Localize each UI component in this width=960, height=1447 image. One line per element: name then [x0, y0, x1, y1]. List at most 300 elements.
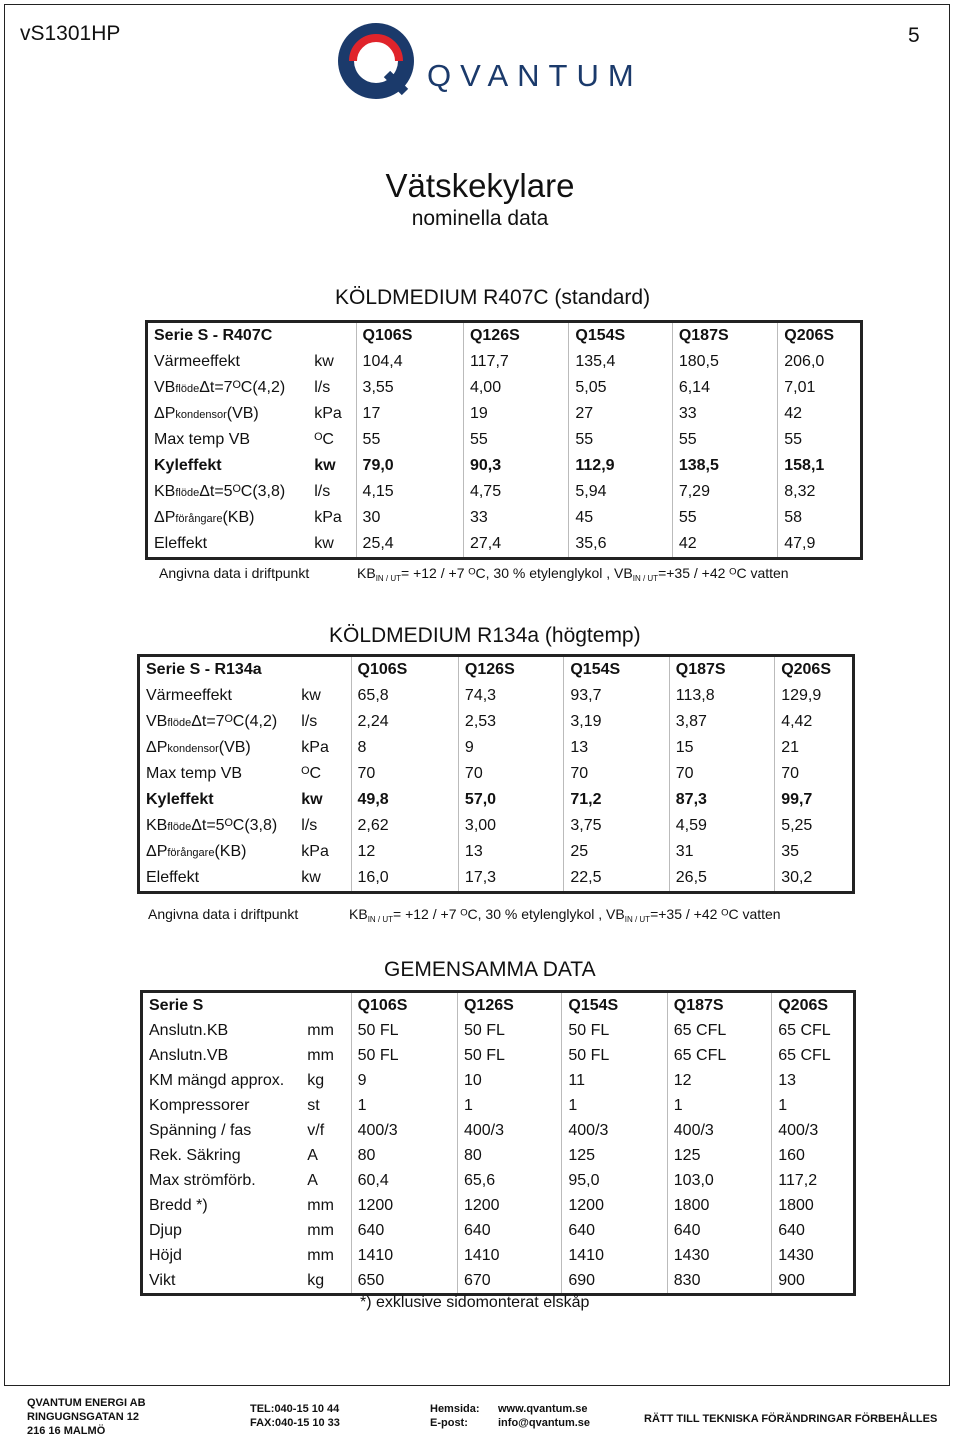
- table-cell: 8: [351, 735, 458, 761]
- table-row: [142, 1068, 855, 1093]
- table-cell: 50 FL: [351, 1018, 457, 1043]
- column-header: Q187S: [669, 656, 774, 684]
- r407c-note-label: Angivna data i driftpunkt: [159, 565, 310, 581]
- row-label-main: ΔP: [154, 509, 176, 526]
- table-cell: 640: [772, 1218, 855, 1243]
- row-label: [147, 375, 309, 401]
- table-cell: 47,9: [778, 531, 862, 559]
- row-unit: kPa: [301, 739, 329, 756]
- table-cell: 900: [772, 1268, 855, 1295]
- table-cell: 4,15: [356, 479, 463, 505]
- table-row: [139, 813, 854, 839]
- table-cell: 33: [463, 505, 568, 531]
- table-cell: 1: [772, 1093, 855, 1118]
- table-cell: 26,5: [669, 865, 774, 893]
- row-label: [139, 683, 296, 709]
- table-cell: 13: [772, 1068, 855, 1093]
- table-cell: 90,3: [463, 453, 568, 479]
- footer-city: 216 16 MALMÖ: [27, 1425, 106, 1437]
- row-label-rest: Δt=7ᴼC(4,2): [191, 713, 278, 730]
- row-label-main: KB: [146, 817, 168, 834]
- table-cell: 125: [667, 1143, 771, 1168]
- table-cell: 50 FL: [351, 1043, 457, 1068]
- footer-email-label: E-post:: [430, 1417, 468, 1429]
- row-label-main: Max temp VB: [146, 765, 243, 782]
- row-label-sub: flöde: [175, 383, 200, 395]
- column-header: [295, 656, 351, 684]
- table-cell: 640: [351, 1218, 457, 1243]
- row-unit: mm: [307, 1246, 334, 1264]
- row-label-sub: flöde: [167, 717, 192, 729]
- table-cell: 55: [356, 427, 463, 453]
- table-cell: 55: [463, 427, 568, 453]
- table-cell: 49,8: [351, 787, 458, 813]
- row-label-sub: kondensor: [175, 409, 227, 421]
- table-cell: 10: [457, 1068, 561, 1093]
- page-title: Vätskekylare: [385, 167, 575, 204]
- column-header: Serie S - R407C: [154, 327, 273, 344]
- column-header: Serie S - R134a: [146, 661, 262, 678]
- table-header-row: [139, 656, 854, 684]
- row-label-rest: Δt=7ᴼC(4,2): [199, 379, 286, 396]
- footer-address: [27, 1396, 146, 1438]
- row-label-main: KM mängd approx.: [149, 1071, 285, 1089]
- common-table: [140, 990, 856, 1296]
- r134a-heading: KÖLDMEDIUM R134a (högtemp): [329, 624, 641, 647]
- table-row: [142, 1118, 855, 1143]
- row-unit: mm: [307, 1196, 334, 1214]
- table-row: [139, 735, 854, 761]
- table-cell: 17,3: [458, 865, 563, 893]
- row-unit: A: [307, 1146, 318, 1164]
- table-cell: 400/3: [562, 1118, 667, 1143]
- table-row: [147, 479, 862, 505]
- column-header: Q154S: [569, 322, 672, 350]
- table-cell: 1410: [351, 1243, 457, 1268]
- table-cell: 400/3: [351, 1118, 457, 1143]
- table-cell: 4,00: [463, 375, 568, 401]
- r134a-note: $KB_{IN / UT}= +12 / +7$ ᴼC, 30 % etylenglykol , $VB_{IN / UT}=+35 / +42$ ᴼC vatten: [349, 906, 781, 924]
- table-cell: 1800: [772, 1193, 855, 1218]
- table-cell: 55: [672, 427, 777, 453]
- table-cell: 30: [356, 505, 463, 531]
- table-row: [147, 427, 862, 453]
- row-label: [139, 787, 296, 813]
- table-row: [147, 505, 862, 531]
- row-unit: mm: [307, 1221, 334, 1239]
- table-row: [142, 1193, 855, 1218]
- row-unit: st: [307, 1096, 320, 1114]
- table-row: [147, 531, 862, 559]
- footer-disclaimer: RÄTT TILL TEKNISKA FÖRÄNDRINGAR FÖRBEHÅLLES: [644, 1413, 938, 1425]
- table-cell: 12: [351, 839, 458, 865]
- row-label: [147, 479, 309, 505]
- row-label-main: KB: [154, 483, 176, 500]
- table-cell: 80: [457, 1143, 561, 1168]
- row-label-main: Kyleffekt: [154, 457, 222, 474]
- logo-wordmark: QVANTUM: [427, 58, 643, 93]
- table-cell: 640: [667, 1218, 771, 1243]
- column-header: Serie S: [149, 996, 204, 1014]
- column-header: Q187S: [672, 322, 777, 350]
- table-cell: 3,00: [458, 813, 563, 839]
- row-label: [142, 1068, 302, 1093]
- table-cell: 50 FL: [562, 1043, 667, 1068]
- table-cell: 65 CFL: [667, 1043, 771, 1068]
- table-cell: 35: [775, 839, 854, 865]
- table-cell: 50 FL: [457, 1043, 561, 1068]
- table-cell: 79,0: [356, 453, 463, 479]
- row-label: [139, 865, 296, 893]
- table-cell: 2,62: [351, 813, 458, 839]
- row-label: [147, 349, 309, 375]
- table-cell: 13: [564, 735, 669, 761]
- table-cell: 135,4: [569, 349, 672, 375]
- table-cell: 1200: [562, 1193, 667, 1218]
- table-row: [142, 1143, 855, 1168]
- table-row: [142, 1093, 855, 1118]
- row-unit: v/f: [307, 1121, 325, 1139]
- table-cell: 65 CFL: [772, 1018, 855, 1043]
- row-label: [142, 1093, 302, 1118]
- row-label-sub: flöde: [175, 487, 200, 499]
- row-label: [142, 1018, 302, 1043]
- row-label-sub: flöde: [167, 821, 192, 833]
- row-label-main: Värmeeffekt: [154, 353, 240, 370]
- column-header: Q154S: [564, 656, 669, 684]
- table-cell: 1: [351, 1093, 457, 1118]
- table-cell: 2,53: [458, 709, 563, 735]
- table-cell: 30,2: [775, 865, 854, 893]
- table-cell: 87,3: [669, 787, 774, 813]
- table-cell: 650: [351, 1268, 457, 1295]
- column-header: Q154S: [562, 992, 667, 1019]
- row-label-main: VB: [154, 379, 176, 396]
- table-row: [139, 839, 854, 865]
- table-cell: 400/3: [457, 1118, 561, 1143]
- table-cell: 21: [775, 735, 854, 761]
- table-cell: 640: [457, 1218, 561, 1243]
- row-label-rest: (VB): [226, 405, 259, 422]
- table-row: [142, 1018, 855, 1043]
- table-cell: 55: [672, 505, 777, 531]
- page-number: 5: [908, 24, 920, 47]
- row-unit: l/s: [314, 379, 331, 396]
- table-cell: 9: [458, 735, 563, 761]
- table-cell: 7,01: [778, 375, 862, 401]
- document-code: vS1301HP: [20, 22, 121, 45]
- table-cell: 3,87: [669, 709, 774, 735]
- table-cell: 60,4: [351, 1168, 457, 1193]
- row-label-main: ΔP: [146, 843, 168, 860]
- column-header: Q126S: [458, 656, 563, 684]
- table-cell: 5,94: [569, 479, 672, 505]
- row-label-rest: (KB): [214, 843, 247, 860]
- table-cell: 129,9: [775, 683, 854, 709]
- table-cell: 22,5: [564, 865, 669, 893]
- row-label-main: Anslutn.KB: [149, 1021, 229, 1039]
- table-header-row: [142, 992, 855, 1019]
- row-unit: mm: [307, 1021, 334, 1039]
- table-cell: 138,5: [672, 453, 777, 479]
- table-cell: 117,2: [772, 1168, 855, 1193]
- row-label-sub: förångare: [175, 513, 223, 525]
- table-cell: 1410: [457, 1243, 561, 1268]
- row-unit: kg: [307, 1071, 325, 1089]
- row-label-main: Värmeeffekt: [146, 687, 232, 704]
- row-unit: A: [307, 1171, 318, 1189]
- table-cell: 55: [569, 427, 672, 453]
- table-cell: 1800: [667, 1193, 771, 1218]
- table-cell: 25,4: [356, 531, 463, 559]
- table-cell: 65,8: [351, 683, 458, 709]
- table-cell: 1200: [457, 1193, 561, 1218]
- row-label-rest: Δt=5ᴼC(3,8): [191, 817, 278, 834]
- table-row: [147, 453, 862, 479]
- row-label-main: Kompressorer: [149, 1096, 250, 1114]
- footer-contact-labels: [430, 1402, 480, 1430]
- table-cell: 42: [672, 531, 777, 559]
- row-label-main: Vikt: [149, 1271, 176, 1289]
- row-unit: kw: [314, 535, 334, 552]
- table-cell: 93,7: [564, 683, 669, 709]
- table-cell: 113,8: [669, 683, 774, 709]
- row-unit: l/s: [314, 483, 331, 500]
- table-row: [139, 709, 854, 735]
- table-cell: 3,55: [356, 375, 463, 401]
- table-cell: 112,9: [569, 453, 672, 479]
- table-cell: 58: [778, 505, 862, 531]
- table-cell: 50 FL: [562, 1018, 667, 1043]
- table-cell: 74,3: [458, 683, 563, 709]
- footer-phone: [250, 1402, 340, 1430]
- column-header: Q206S: [775, 656, 854, 684]
- row-unit: l/s: [301, 713, 318, 730]
- table-row: [139, 683, 854, 709]
- table-cell: 16,0: [351, 865, 458, 893]
- row-label: [142, 1043, 302, 1068]
- table-cell: 1430: [772, 1243, 855, 1268]
- row-label: [139, 813, 296, 839]
- qvantum-logo: [335, 20, 665, 110]
- row-label-sub: kondensor: [167, 743, 219, 755]
- row-label: [139, 709, 296, 735]
- table-cell: 65,6: [457, 1168, 561, 1193]
- column-header: Q126S: [463, 322, 568, 350]
- table-cell: 57,0: [458, 787, 563, 813]
- table-cell: 35,6: [569, 531, 672, 559]
- row-label: [142, 1218, 302, 1243]
- footer: [0, 1388, 960, 1447]
- table-cell: 1430: [667, 1243, 771, 1268]
- table-cell: 70: [669, 761, 774, 787]
- table-row: [142, 1243, 855, 1268]
- r407c-table: [145, 320, 863, 560]
- row-label-main: Max temp VB: [154, 431, 251, 448]
- table-cell: 8,32: [778, 479, 862, 505]
- table-cell: 3,75: [564, 813, 669, 839]
- row-unit: l/s: [301, 817, 318, 834]
- row-unit: kPa: [314, 509, 342, 526]
- footnote: *) exklusive sidomonterat elskåp: [360, 1294, 590, 1311]
- table-cell: 180,5: [672, 349, 777, 375]
- table-cell: 19: [463, 401, 568, 427]
- table-cell: 1410: [562, 1243, 667, 1268]
- table-header-row: [147, 322, 862, 350]
- table-row: [147, 375, 862, 401]
- table-cell: 158,1: [778, 453, 862, 479]
- row-label: [147, 427, 309, 453]
- row-label-main: Rek. Säkring: [149, 1146, 241, 1164]
- table-cell: 117,7: [463, 349, 568, 375]
- table-cell: 99,7: [775, 787, 854, 813]
- row-label-rest: (VB): [218, 739, 251, 756]
- row-unit: kg: [307, 1271, 325, 1289]
- table-row: [142, 1218, 855, 1243]
- table-cell: 1: [562, 1093, 667, 1118]
- footer-web-link[interactable]: www.qvantum.se: [498, 1403, 588, 1415]
- row-label-main: ΔP: [154, 405, 176, 422]
- table-cell: 65 CFL: [772, 1043, 855, 1068]
- column-header: Q206S: [778, 322, 862, 350]
- row-label: [142, 1243, 302, 1268]
- column-header: [301, 992, 351, 1019]
- table-cell: 830: [667, 1268, 771, 1295]
- row-unit: ᴼC: [314, 431, 334, 448]
- row-unit: kw: [301, 869, 321, 886]
- column-header: Q126S: [457, 992, 561, 1019]
- row-label-sub: förångare: [167, 847, 215, 859]
- footer-street: RINGUGNSGATAN 12: [27, 1411, 140, 1423]
- table-cell: 80: [351, 1143, 457, 1168]
- table-cell: 33: [672, 401, 777, 427]
- column-header: Q106S: [356, 322, 463, 350]
- table-cell: 5,05: [569, 375, 672, 401]
- footer-email-link[interactable]: info@qvantum.se: [498, 1417, 591, 1429]
- table-cell: 50 FL: [457, 1018, 561, 1043]
- table-cell: 1: [667, 1093, 771, 1118]
- row-label: [139, 839, 296, 865]
- table-cell: 3,19: [564, 709, 669, 735]
- r407c-note: $KB_{IN / UT}= +12 / +7$ ᴼC, 30 % etylenglykol , $VB_{IN / UT}=+35 / +42$ ᴼC vatten: [357, 565, 789, 583]
- row-label: [147, 531, 309, 559]
- table-cell: 27,4: [463, 531, 568, 559]
- table-cell: 4,42: [775, 709, 854, 735]
- table-cell: 670: [457, 1268, 561, 1295]
- row-label: [147, 453, 309, 479]
- row-label: [142, 1168, 302, 1193]
- row-unit: ᴼC: [301, 765, 322, 782]
- row-label: [147, 401, 309, 427]
- table-cell: 640: [562, 1218, 667, 1243]
- row-label: [142, 1193, 302, 1218]
- table-cell: 70: [458, 761, 563, 787]
- table-row: [147, 349, 862, 375]
- table-cell: 25: [564, 839, 669, 865]
- page-subtitle: nominella data: [411, 207, 549, 230]
- r134a-note-label: Angivna data i driftpunkt: [148, 906, 299, 922]
- table-cell: 55: [778, 427, 862, 453]
- footer-web-label: Hemsida:: [430, 1403, 480, 1415]
- table-cell: 400/3: [667, 1118, 771, 1143]
- column-header: [308, 322, 356, 350]
- row-label: [139, 735, 296, 761]
- row-unit: mm: [307, 1046, 334, 1064]
- column-header: Q106S: [351, 656, 458, 684]
- table-row: [139, 865, 854, 893]
- table-cell: 2,24: [351, 709, 458, 735]
- row-label-main: Anslutn.VB: [149, 1046, 229, 1064]
- row-unit: kw: [301, 791, 323, 808]
- row-label-main: Kyleffekt: [146, 791, 214, 808]
- row-label-rest: Δt=5ᴼC(3,8): [199, 483, 286, 500]
- table-cell: 125: [562, 1143, 667, 1168]
- table-row: [142, 1043, 855, 1068]
- table-cell: 15: [669, 735, 774, 761]
- row-label-main: Eleffekt: [154, 535, 208, 552]
- table-cell: 27: [569, 401, 672, 427]
- table-row: [139, 787, 854, 813]
- table-row: [142, 1268, 855, 1295]
- table-cell: 206,0: [778, 349, 862, 375]
- table-cell: 690: [562, 1268, 667, 1295]
- row-label-rest: (KB): [222, 509, 255, 526]
- table-row: [139, 761, 854, 787]
- table-cell: 17: [356, 401, 463, 427]
- table-cell: 160: [772, 1143, 855, 1168]
- table-cell: 13: [458, 839, 563, 865]
- table-cell: 42: [778, 401, 862, 427]
- column-header: Q187S: [667, 992, 771, 1019]
- footer-fax: FAX:040-15 10 33: [250, 1417, 340, 1429]
- column-header: Q106S: [351, 992, 457, 1019]
- row-unit: kPa: [314, 405, 342, 422]
- table-cell: 104,4: [356, 349, 463, 375]
- table-cell: 65 CFL: [667, 1018, 771, 1043]
- footer-contact-values: [498, 1402, 590, 1430]
- row-unit: kw: [301, 687, 321, 704]
- row-unit: kw: [314, 353, 334, 370]
- table-cell: 7,29: [672, 479, 777, 505]
- row-label: [147, 505, 309, 531]
- row-label-main: ΔP: [146, 739, 168, 756]
- table-cell: 31: [669, 839, 774, 865]
- table-cell: 9: [351, 1068, 457, 1093]
- table-cell: 70: [351, 761, 458, 787]
- table-cell: 71,2: [564, 787, 669, 813]
- table-cell: 400/3: [772, 1118, 855, 1143]
- table-cell: 70: [564, 761, 669, 787]
- common-heading: GEMENSAMMA DATA: [384, 958, 596, 981]
- table-cell: 11: [562, 1068, 667, 1093]
- table-cell: 70: [775, 761, 854, 787]
- table-cell: 12: [667, 1068, 771, 1093]
- table-cell: 1200: [351, 1193, 457, 1218]
- table-cell: 6,14: [672, 375, 777, 401]
- row-label: [142, 1143, 302, 1168]
- row-label: [139, 761, 296, 787]
- table-cell: 5,25: [775, 813, 854, 839]
- footer-company: QVANTUM ENERGI AB: [27, 1397, 146, 1409]
- row-unit: kPa: [301, 843, 329, 860]
- footer-tel: TEL:040-15 10 44: [250, 1403, 340, 1415]
- row-label-main: Max strömförb.: [149, 1171, 256, 1189]
- r407c-heading: KÖLDMEDIUM R407C (standard): [335, 286, 651, 309]
- table-row: [142, 1168, 855, 1193]
- table-cell: 103,0: [667, 1168, 771, 1193]
- table-cell: 4,59: [669, 813, 774, 839]
- row-label-main: Höjd: [149, 1246, 182, 1264]
